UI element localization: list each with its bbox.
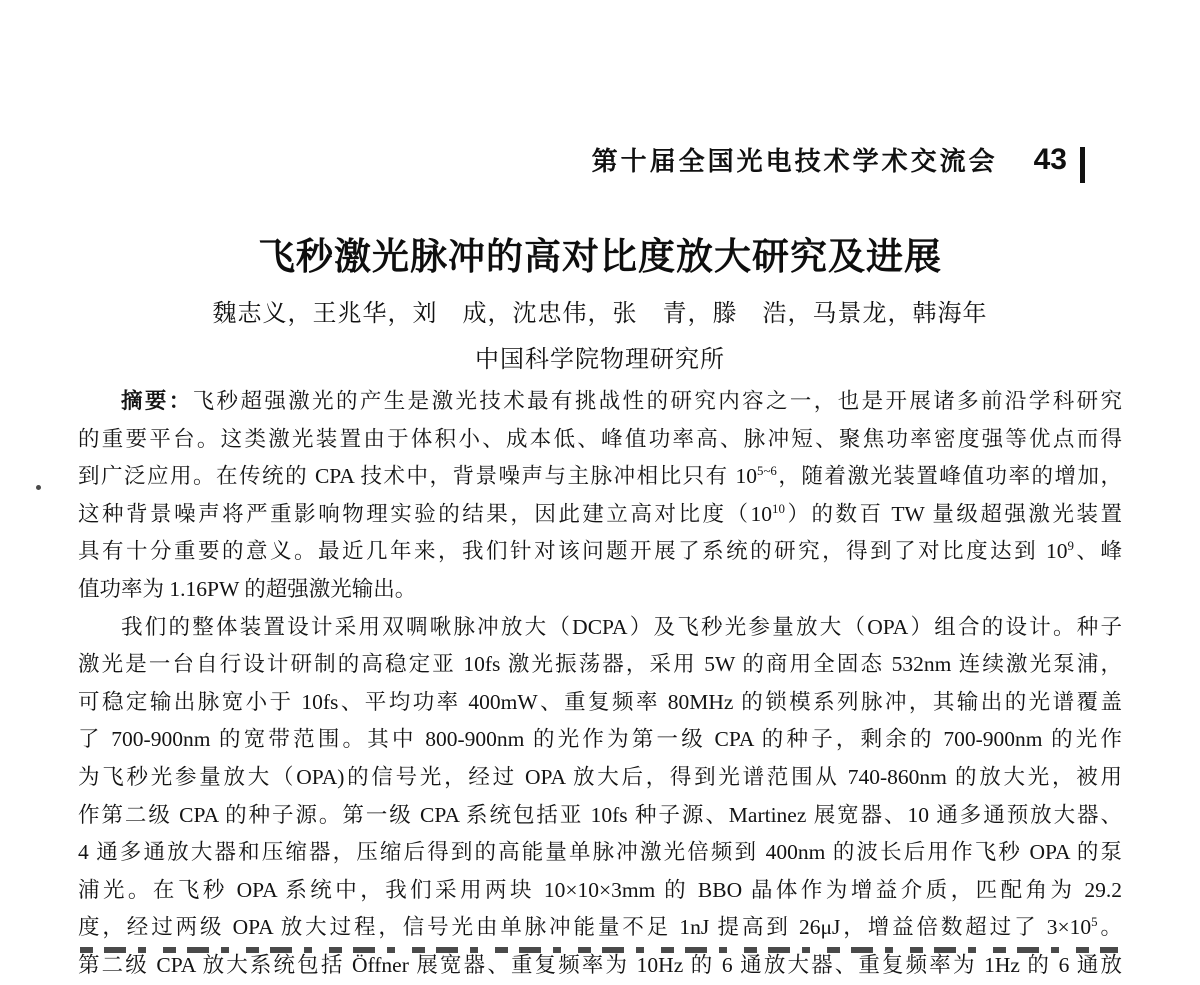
text-line bbox=[78, 609, 1122, 647]
text-line bbox=[78, 834, 1122, 872]
text-line bbox=[78, 797, 1122, 835]
text-segment: 到广泛应用。在传统的 CPA 技术中，背景噪声与主脉冲相比只有 10 bbox=[78, 464, 757, 489]
text-line bbox=[78, 496, 1122, 534]
page-number-divider bbox=[1080, 147, 1085, 183]
text-segment: 了 700-900nm 的宽带范围。其中 800-900nm 的光作为第一级 CPA 的种子，剩余的 700-900nm 的光作 bbox=[78, 727, 1122, 752]
text-line bbox=[78, 721, 1122, 759]
text-line bbox=[78, 872, 1122, 910]
text-line bbox=[78, 759, 1122, 797]
text-segment: 作第二级 CPA 的种子源。第一级 CPA 系统包括亚 10fs 种子源、Martinez 展宽器、10 通多通预放大器、 bbox=[78, 802, 1122, 827]
text-line bbox=[78, 684, 1122, 722]
text-segment: 值功率为 1.16PW 的超强激光输出。 bbox=[78, 576, 417, 601]
text-segment: 我们的整体装置设计采用双啁啾脉冲放大（DCPA）及飞秒光参量放大（OPA）组合的设计。种子 bbox=[121, 614, 1122, 639]
text-segment: 4 通多通放大器和压缩器，压缩后得到的高能量单脉冲激光倍频到 400nm 的波长后用作飞秒 OPA 的泵 bbox=[78, 840, 1122, 865]
scan-artifact-dot bbox=[36, 485, 41, 490]
text-segment: 摘要： bbox=[121, 389, 193, 413]
text-segment: 这种背景噪声将严重影响物理实验的结果，因此建立高对比度（10 bbox=[78, 501, 773, 526]
text-segment: 浦光。在飞秒 OPA 系统中，我们采用两块 10×10×3mm 的 BBO 晶体作为增益介质，匹配角为 29.2 bbox=[78, 877, 1122, 902]
text-line bbox=[78, 421, 1122, 459]
text-segment: 。 bbox=[1097, 915, 1122, 940]
text-segment: 飞秒超强激光的产生是激光技术最有挑战性的研究内容之一，也是开展诸多前沿学科研究 bbox=[192, 389, 1122, 413]
text-line bbox=[78, 458, 1122, 496]
affiliation-line: 中国科学院物理研究所 bbox=[475, 347, 725, 373]
abstract-body bbox=[78, 383, 1122, 985]
text-line bbox=[78, 383, 1122, 421]
text-segment: 具有十分重要的意义。最近几年来，我们针对该问题开展了系统的研究，得到了对比度达到 10 bbox=[78, 539, 1068, 564]
text-segment: ，随着激光装置峰值功率的增加， bbox=[776, 464, 1122, 489]
text-segment: 激光是一台自行设计研制的高稳定亚 10fs 激光振荡器，采用 5W 的商用全固态 532nm 连续激光泵浦， bbox=[78, 652, 1122, 677]
page-header bbox=[592, 141, 1085, 178]
text-segment: ）的数百 TW 量级超强激光装置 bbox=[784, 501, 1122, 526]
text-line bbox=[78, 571, 1122, 609]
cutoff-next-line-fragment bbox=[80, 947, 1118, 953]
superscript-text: 5~6 bbox=[757, 464, 777, 479]
conference-title: 第十届全国光电技术学术交流会 bbox=[591, 146, 998, 176]
text-line bbox=[78, 533, 1122, 571]
text-segment: 可稳定输出脉宽小于 10fs、平均功率 400mW、重复频率 80MHz 的锁模系列脉冲，其输出的光谱覆盖 bbox=[78, 689, 1122, 714]
authors-line: 魏志义，王兆华，刘 成，沈忠伟，张 青，滕 浩，马景龙，韩海年 bbox=[212, 301, 988, 327]
text-segment: 、峰 bbox=[1073, 539, 1122, 564]
text-line bbox=[78, 909, 1122, 947]
text-segment: 度，经过两级 OPA 放大过程，信号光由单脉冲能量不足 1nJ 提高到 26μJ，增益倍数超过了 3×10 bbox=[78, 915, 1092, 940]
superscript-text: 5 bbox=[1091, 915, 1098, 930]
text-segment: 第二级 CPA 放大系统包括 Öffner 展宽器、重复频率为 10Hz 的 6 通放大器、重复频率为 1Hz 的 6 通放 bbox=[78, 952, 1122, 977]
page-number: 43 bbox=[1033, 142, 1067, 176]
superscript-text: 9 bbox=[1067, 539, 1074, 554]
text-segment: 的重要平台。这类激光装置由于体积小、成本低、峰值功率高、脉冲短、聚焦功率密度强等优点而得 bbox=[78, 426, 1122, 451]
text-line bbox=[78, 646, 1122, 684]
text-segment: 为飞秒光参量放大（OPA)的信号光，经过 OPA 放大后，得到光谱范围从 740-860nm 的放大光，被用 bbox=[78, 764, 1122, 789]
paper-title: 飞秒激光脉冲的高对比度放大研究及进展 bbox=[258, 237, 942, 278]
superscript-text: 10 bbox=[772, 501, 785, 516]
